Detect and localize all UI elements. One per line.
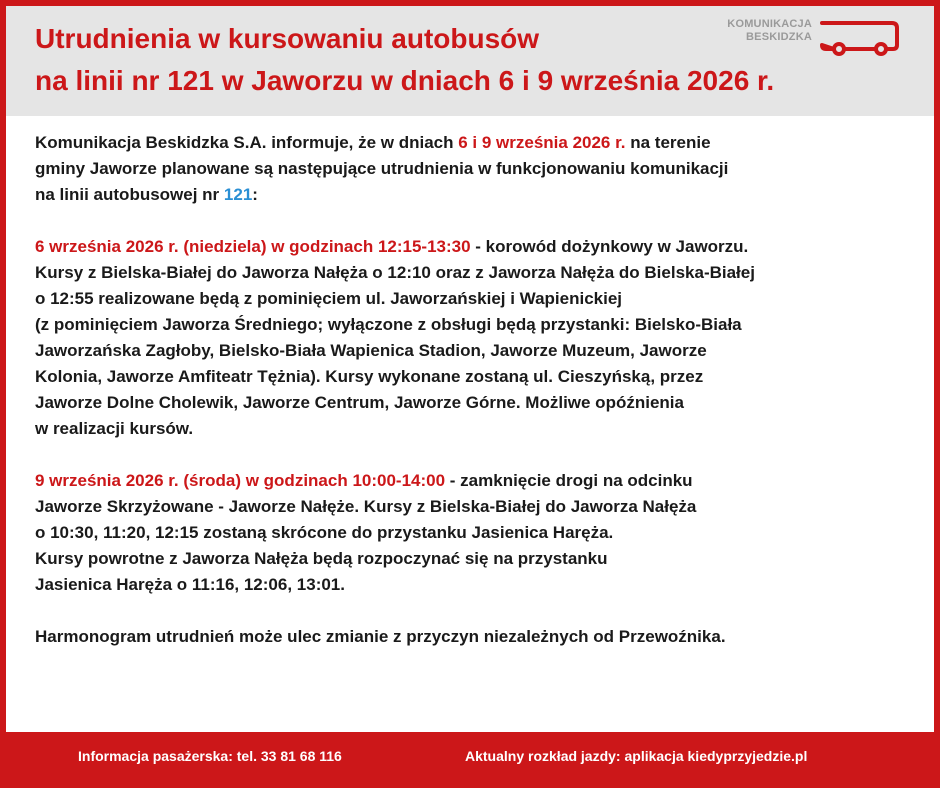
intro-text-end: na terenie [625, 133, 711, 152]
announcement-body [35, 130, 915, 650]
logo-text-line-1: KOMUNIKACJA [727, 18, 812, 30]
section1-line-1 [35, 234, 915, 260]
section2-line-1 [35, 468, 915, 494]
footer-passenger-info: Informacja pasażerska: tel. 33 81 68 116 [78, 748, 342, 764]
intro-colon: : [252, 185, 258, 204]
section2-date: 9 września 2026 r. (środa) w godzinach 10:00-14:00 [35, 471, 446, 490]
section1-line-7: Jaworze Dolne Cholewik, Jaworze Centrum, Jaworze Górne. Możliwe opóźnienia [35, 393, 684, 412]
logo-text-line-2: BESKIDZKA [746, 31, 812, 43]
section2-event: - zamknięcie drogi na odcinku [445, 471, 693, 490]
section1-line-6: Kolonia, Jaworze Amfiteatr Tężnia). Kursy wykonane zostaną ul. Cieszyńską, przez [35, 367, 704, 386]
page-title [35, 18, 774, 102]
section2-line-2: Jaworze Skrzyżowane - Jaworze Nałęże. Kursy z Bielska-Białej do Jaworza Nałęża [35, 497, 697, 516]
title-line-2: na linii nr 121 w Jaworzu w dniach 6 i 9 września 2026 r. [35, 65, 775, 96]
section1-date: 6 września 2026 r. (niedziela) w godzinach 12:15-13:30 [35, 237, 471, 256]
section2-line-4: Kursy powrotne z Jaworza Nałęża będą rozpoczynać się na przystanku [35, 549, 608, 568]
section1-line-2: Kursy z Bielska-Białej do Jaworza Nałęża o 12:10 oraz z Jaworza Nałęża do Bielska-Białej [35, 263, 755, 282]
intro-paragraph [35, 130, 915, 208]
intro-text-start: Komunikacja Beskidzka S.A. informuje, że w dniach [35, 133, 459, 152]
intro-line-3 [35, 182, 915, 208]
line-number: 121 [223, 185, 253, 204]
footer-timetable-info: Aktualny rozkład jazdy: aplikacja kiedyprzyjedzie.pl [465, 748, 808, 764]
intro-line-prefix: na linii autobusowej nr [35, 185, 224, 204]
logo-text [714, 18, 812, 44]
title-line-1: Utrudnienia w kursowaniu autobusów [35, 23, 540, 54]
section1-line-4: (z pominięciem Jaworza Średniego; wyłączone z obsługi będą przystanki: Bielsko-Biała [35, 315, 742, 334]
section1-line-5: Jaworzańska Zagłoby, Bielsko-Biała Wapienica Stadion, Jaworze Muzeum, Jaworze [35, 341, 707, 360]
intro-dates: 6 i 9 września 2026 r. [458, 133, 626, 152]
closing-line: Harmonogram utrudnień może ulec zmianie z przyczyn niezależnych od Przewoźnika. [35, 627, 726, 646]
section-september-9 [35, 468, 915, 598]
section2-line-5: Jasienica Haręża o 11:16, 12:06, 13:01. [35, 575, 345, 594]
intro-line-1 [35, 130, 915, 156]
section1-line-8: w realizacji kursów. [35, 419, 194, 438]
footer-bar [0, 732, 940, 788]
section2-line-3: o 10:30, 11:20, 12:15 zostaną skrócone do przystanku Jasienica Haręża. [35, 523, 614, 542]
closing-note [35, 624, 915, 650]
section1-line-3: o 12:55 realizowane będą z pominięciem ul. Jaworzańskiej i Wapienickiej [35, 289, 623, 308]
bus-icon [818, 18, 900, 56]
company-logo [714, 18, 924, 60]
intro-line-2: gminy Jaworze planowane są następujące utrudnienia w funkcjonowaniu komunikacji [35, 159, 729, 178]
section-september-6 [35, 234, 915, 442]
header-band [6, 6, 934, 116]
section1-event: - korowód dożynkowy w Jaworzu. [470, 237, 749, 256]
